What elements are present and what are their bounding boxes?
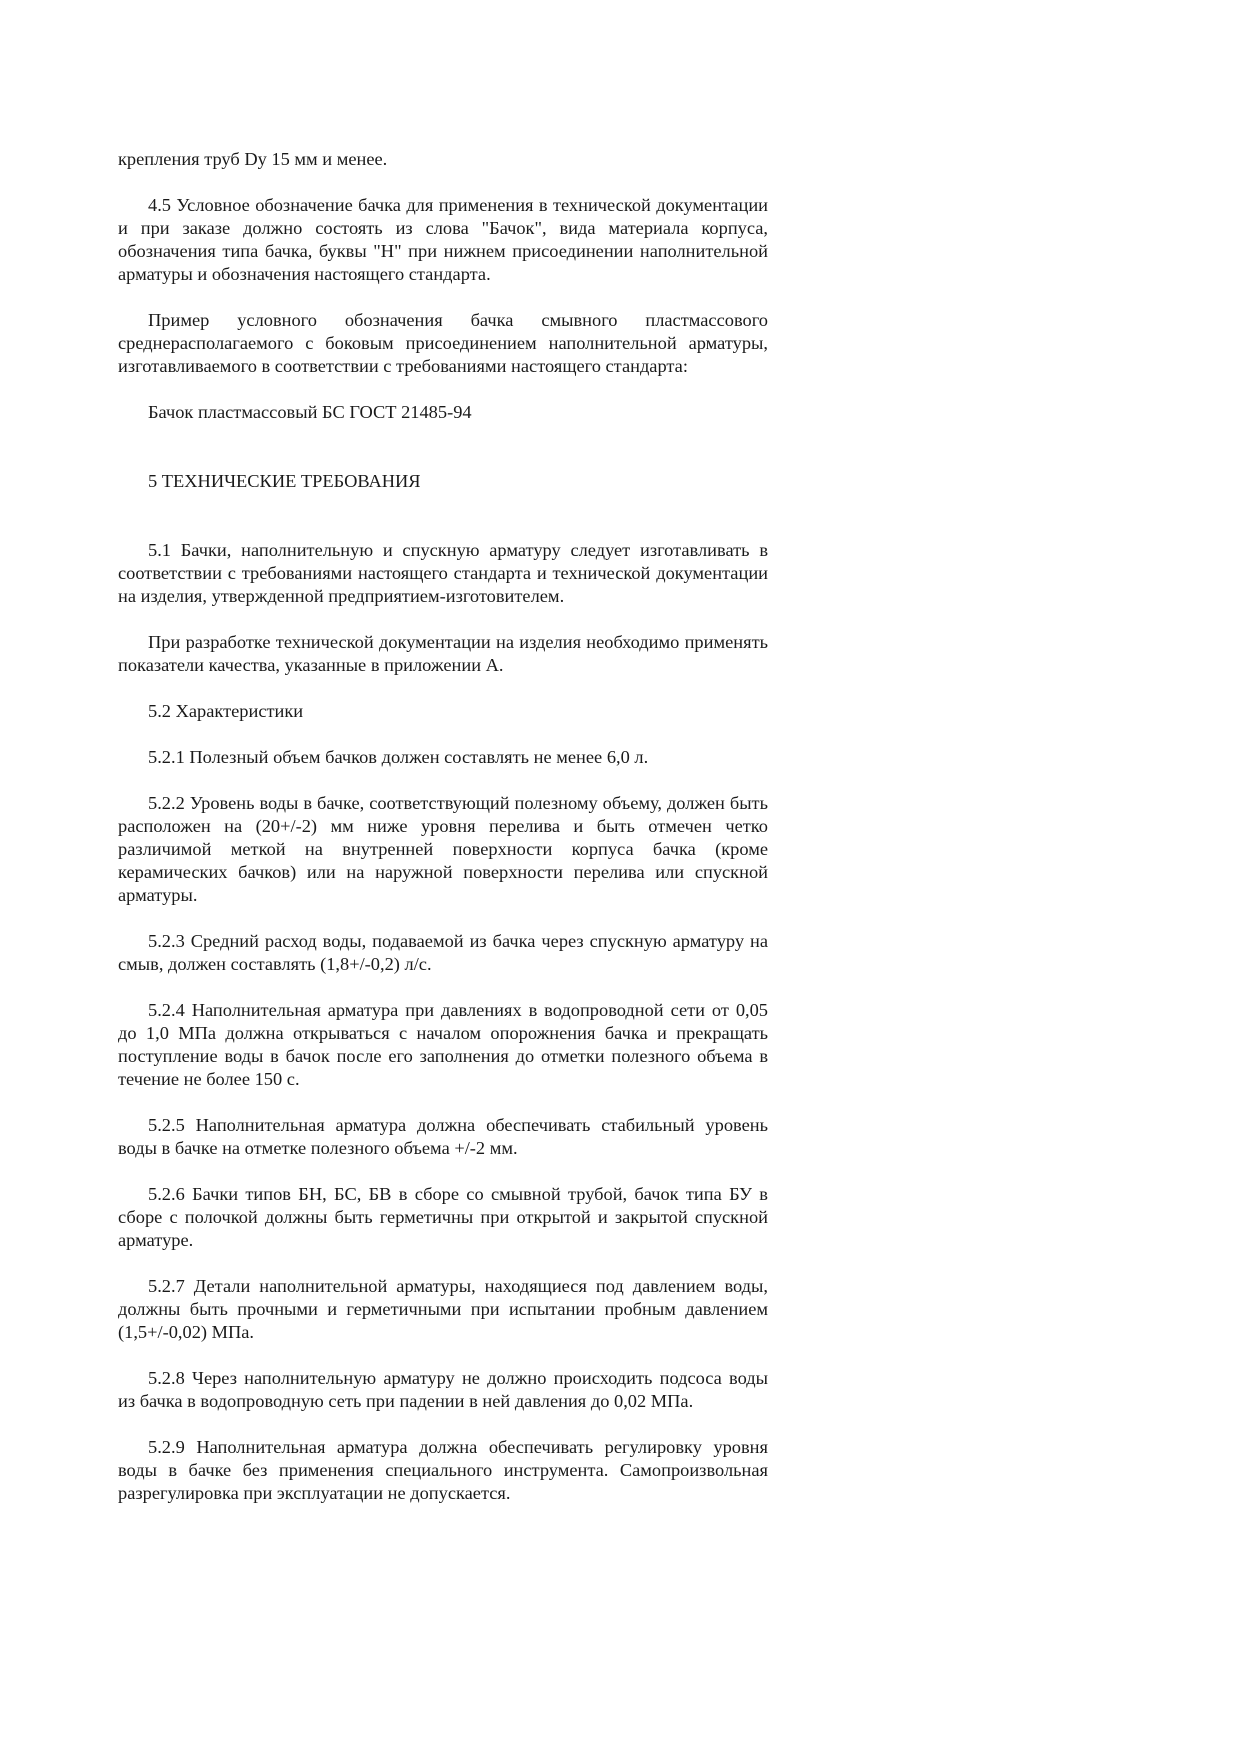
section-heading-5: 5 ТЕХНИЧЕСКИЕ ТРЕБОВАНИЯ xyxy=(148,471,421,491)
paragraph-5-2-2: 5.2.2 Уровень воды в бачке, соответствующий полезному объему, должен быть расположен на (20+/-2) мм ниже уровня перелива и быть отмечен четко различимой меткой на внутренней поверхности корпуса бачка (кроме керамических бачков) или на наружной поверхности перелива или спускной арматуры. xyxy=(118,793,768,905)
paragraph-5-2-6: 5.2.6 Бачки типов БН, БС, БВ в сборе со смывной трубой, бачок типа БУ в сборе с полочкой должны быть герметичны при открытой и закрытой спускной арматуре. xyxy=(118,1184,768,1250)
paragraph-5-2-7: 5.2.7 Детали наполнительной арматуры, находящиеся под давлением воды, должны быть прочными и герметичными при испытании пробным давлением (1,5+/-0,02) МПа. xyxy=(118,1276,768,1342)
paragraph-5-1: 5.1 Бачки, наполнительную и спускную арматуру следует изготавливать в соответствии с требованиями настоящего стандарта и технической документации на изделия, утвержденной предприятием-изготовителем. xyxy=(118,540,768,606)
paragraph-4-5: 4.5 Условное обозначение бачка для применения в технической документации и при заказе должно состоять из слова "Бачок", вида материала корпуса, обозначения типа бачка, буквы "Н" при нижнем присоединении наполнительной арматуры и обозначения настоящего стандарта. xyxy=(118,195,768,284)
paragraph-5-2-5: 5.2.5 Наполнительная арматура должна обеспечивать стабильный уровень воды в бачке на отметке полезного объема +/-2 мм. xyxy=(118,1115,768,1158)
paragraph-5-2-8: 5.2.8 Через наполнительную арматуру не должно происходить подсоса воды из бачка в водопроводную сеть при падении в ней давления до 0,02 МПа. xyxy=(118,1368,768,1411)
paragraph-5-2-1: 5.2.1 Полезный объем бачков должен составлять не менее 6,0 л. xyxy=(148,747,649,767)
paragraph-5-1-note: При разработке технической документации на изделия необходимо применять показатели качества, указанные в приложении А. xyxy=(118,632,768,675)
paragraph-5-2-9: 5.2.9 Наполнительная арматура должна обеспечивать регулировку уровня воды в бачке без применения специального инструмента. Самопроизвольная разрегулировка при эксплуатации не допускается. xyxy=(118,1437,768,1503)
paragraph-5-2: 5.2 Характеристики xyxy=(148,701,304,721)
document-page xyxy=(118,148,768,1528)
paragraph-designation-example: Бачок пластмассовый БС ГОСТ 21485-94 xyxy=(148,402,472,422)
paragraph-5-2-4: 5.2.4 Наполнительная арматура при давлениях в водопроводной сети от 0,05 до 1,0 МПа должна открываться с началом опорожнения бачка и прекращать поступление воды в бачок после его заполнения до отметки полезного объема в течение не более 150 с. xyxy=(118,1000,768,1089)
paragraph-continuation: крепления труб Dy 15 мм и менее. xyxy=(118,149,388,169)
paragraph-example: Пример условного обозначения бачка смывного пластмассового среднерасполагаемого с боковым присоединением наполнительной арматуры, изготавливаемого в соответствии с требованиями настоящего стандарта: xyxy=(118,310,768,376)
paragraph-5-2-3: 5.2.3 Средний расход воды, подаваемой из бачка через спускную арматуру на смыв, должен составлять (1,8+/-0,2) л/с. xyxy=(118,931,768,974)
